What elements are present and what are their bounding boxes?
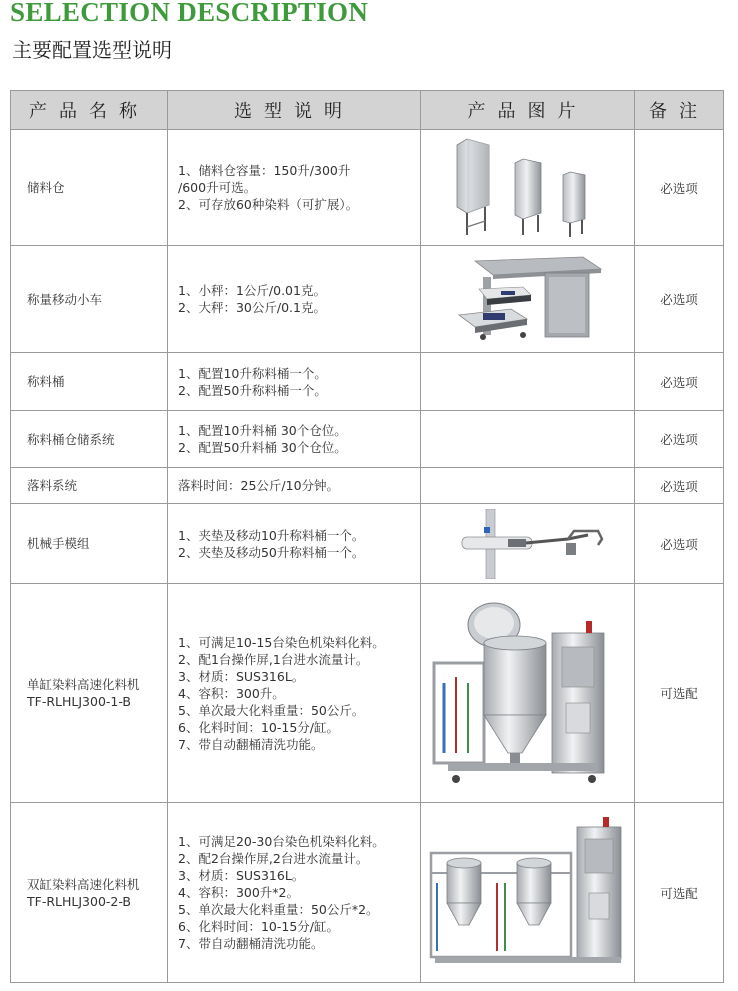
product-name-cell — [11, 411, 168, 468]
description-cell — [168, 130, 421, 246]
description-line: 2、大秤：30公斤/0.1克。 — [178, 300, 326, 315]
description-line: 5、单次最大化料重量：50公斤。 — [178, 702, 365, 718]
description-line: 7、带自动翻桶清洗功能。 — [178, 736, 324, 752]
note-text: 必选项 — [660, 432, 698, 447]
product-name-cell — [11, 504, 168, 584]
description-line: 3、材质：SUS316L。 — [178, 868, 305, 883]
product-name-cell — [11, 468, 168, 504]
note-text: 必选项 — [660, 180, 698, 196]
product-name: 储料仓 — [27, 180, 65, 195]
column-header-description: 选型说明 — [168, 91, 421, 130]
note-text: 可选配 — [660, 885, 698, 901]
robot-arm-image — [448, 509, 608, 579]
description-cell — [168, 353, 421, 411]
column-header-image: 产品图片 — [421, 91, 635, 130]
note-text: 必选项 — [660, 292, 698, 307]
description-line: 2、配置50升料桶 30个仓位。 — [178, 440, 347, 455]
description-line: 4、容积：300升。 — [178, 685, 285, 701]
table-row — [11, 504, 724, 584]
product-name: 称料桶 — [27, 374, 65, 389]
product-image-cell — [421, 584, 635, 803]
description-line: 6、化料时间：10-15分/缸。 — [178, 919, 339, 934]
table-row — [11, 584, 724, 803]
product-name: 称料桶仓储系统 — [27, 431, 115, 447]
note-text: 必选项 — [660, 478, 698, 494]
note-cell — [635, 246, 724, 353]
table-row — [11, 411, 724, 468]
column-header-name: 产品名称 — [11, 91, 168, 130]
description-line: /600升可选。 — [178, 180, 257, 195]
description-line: 2、可存放60种染料（可扩展）。 — [178, 197, 359, 212]
note-cell — [635, 130, 724, 246]
product-image-cell — [421, 468, 635, 504]
description-cell — [168, 468, 421, 504]
description-line: 1、配置10升称料桶一个。 — [178, 365, 327, 381]
description-cell — [168, 246, 421, 353]
description-line: 5、单次最大化料重量：50公斤*2。 — [178, 902, 379, 917]
table-row — [11, 246, 724, 353]
product-name-cell — [11, 130, 168, 246]
weighing-cart-image — [453, 253, 603, 345]
product-image-cell — [421, 803, 635, 983]
description-line: 2、配2台操作屏,2台进水流量计。 — [178, 851, 369, 866]
double-tank-machine-image — [425, 813, 631, 973]
note-text: 必选项 — [660, 536, 698, 552]
product-name: 双缸染料高速化料机 — [27, 876, 140, 892]
product-name-cell — [11, 584, 168, 803]
description-line: 1、可满足10-15台染色机染料化料。 — [178, 634, 385, 650]
note-cell — [635, 584, 724, 803]
single-tank-machine-image — [428, 593, 628, 793]
selection-table — [10, 90, 724, 983]
note-cell — [635, 504, 724, 584]
product-model: TF-RLHLJ300-1-B — [27, 694, 131, 709]
description-line: 落料时间：25公斤/10分钟。 — [178, 478, 340, 493]
product-name: 称量移动小车 — [27, 291, 103, 307]
table-header-row — [11, 91, 724, 130]
description-line: 6、化料时间：10-15分/缸。 — [178, 719, 339, 735]
product-image-cell — [421, 130, 635, 246]
product-name-cell — [11, 246, 168, 353]
note-cell — [635, 411, 724, 468]
table-row — [11, 803, 724, 983]
product-name: 机械手模组 — [27, 536, 90, 551]
product-image-cell — [421, 246, 635, 353]
product-name-cell — [11, 803, 168, 983]
description-line: 2、夹垫及移动50升称料桶一个。 — [178, 544, 365, 560]
product-name: 单缸染料高速化料机 — [27, 677, 140, 692]
product-image-cell — [421, 353, 635, 411]
description-line: 2、配1台操作屏,1台进水流量计。 — [178, 651, 369, 667]
description-line: 1、小秤：1公斤/0.01克。 — [178, 283, 326, 298]
description-cell — [168, 411, 421, 468]
description-line: 1、配置10升料桶 30个仓位。 — [178, 423, 347, 438]
description-line: 7、带自动翻桶清洗功能。 — [178, 936, 324, 951]
description-line: 1、可满足20-30台染色机染料化料。 — [178, 834, 385, 849]
heading-english: SELECTION DESCRIPTION — [10, 0, 369, 27]
product-model: TF-RLHLJ300-2-B — [27, 893, 131, 909]
description-cell — [168, 803, 421, 983]
product-image-cell — [421, 411, 635, 468]
note-text: 必选项 — [660, 374, 698, 390]
note-cell — [635, 803, 724, 983]
note-cell — [635, 353, 724, 411]
description-line: 3、材质：SUS316L。 — [178, 668, 305, 684]
table-row — [11, 130, 724, 246]
description-cell — [168, 504, 421, 584]
product-name: 落料系统 — [27, 478, 78, 493]
description-line: 1、夹垫及移动10升称料桶一个。 — [178, 527, 365, 543]
column-header-note: 备注 — [635, 91, 724, 130]
description-line: 2、配置50升称料桶一个。 — [178, 382, 327, 398]
table-row — [11, 353, 724, 411]
description-line: 1、储料仓容量：150升/300升 — [178, 163, 351, 178]
storage-bins-image — [453, 135, 603, 241]
product-image-cell — [421, 504, 635, 584]
description-cell — [168, 584, 421, 803]
note-cell — [635, 468, 724, 504]
note-text: 可选配 — [660, 686, 698, 701]
table-row — [11, 468, 724, 504]
product-name-cell — [11, 353, 168, 411]
heading-chinese: 主要配置选型说明 — [12, 38, 172, 62]
description-line: 4、容积：300升*2。 — [178, 885, 300, 900]
